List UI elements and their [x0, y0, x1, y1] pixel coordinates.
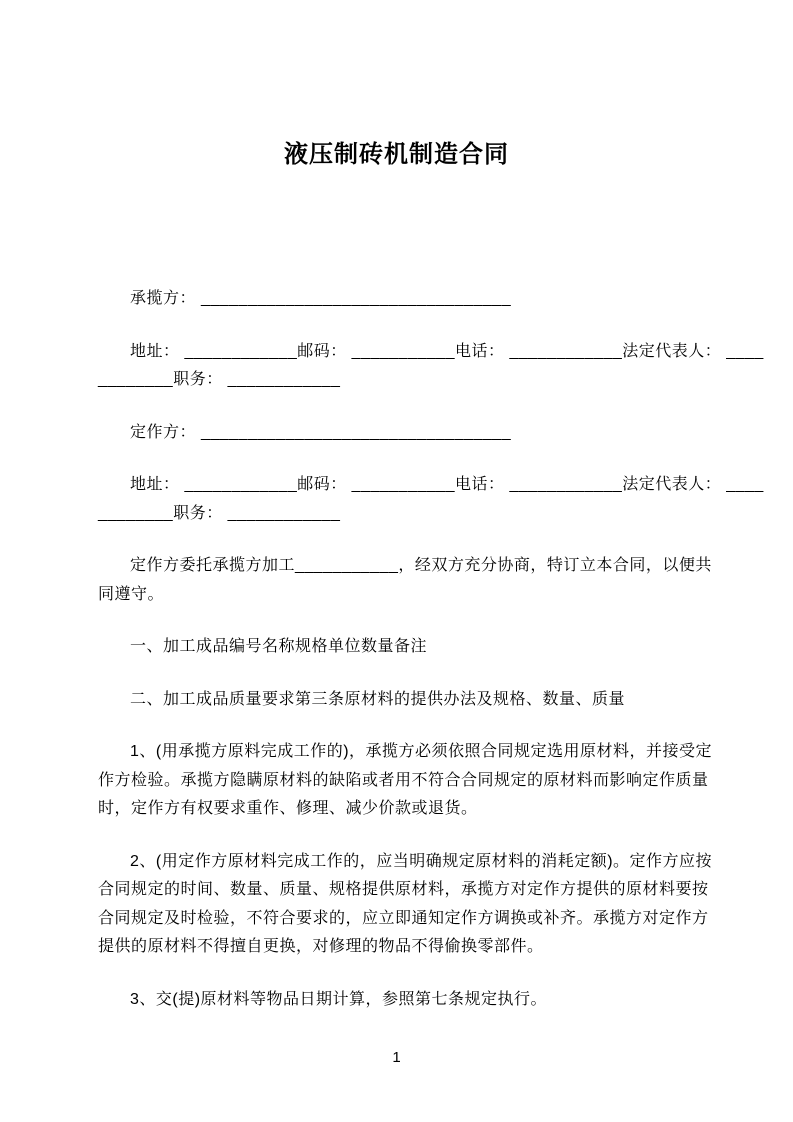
text-line: 二、加工成品质量要求第三条原材料的提供办法及规格、数量、质量: [130, 690, 626, 708]
orderer-name-line: [98, 419, 695, 448]
preamble-paragraph: [98, 552, 712, 609]
item-1-paragraph: [98, 738, 713, 824]
contractor-details-line: [98, 338, 764, 395]
text-line: 定作方委托承揽方加工___________，经双方充分协商，特订立本合同，以便共: [130, 557, 712, 574]
text-line: 承揽方： _________________________________: [130, 290, 512, 307]
text-line: 一、加工成品编号名称规格单位数量备注: [130, 638, 428, 655]
text-line: 合同规定的时间、数量、质量、规格提供原材料，承揽方对定作方提供的原材料要按: [98, 881, 709, 898]
text-line: 地址： ____________邮码： ___________电话： ____________法定代表人： ____: [130, 342, 764, 360]
item-2-paragraph: [98, 848, 713, 962]
text-line: 时，定作方有权要求重作、修理、减少价款或退货。: [98, 800, 478, 817]
text-line: 同遵守。: [98, 585, 165, 603]
clause-one-heading: [98, 633, 695, 662]
document-title: 液压制砖机制造合同: [284, 141, 509, 168]
page-number: 1: [392, 1049, 401, 1066]
text-line: 提供的原材料不得擅自更换，对修理的物品不得偷换零部件。: [98, 938, 544, 955]
text-line: 3、交(提)原材料等物品日期计算，参照第七条规定执行。: [130, 990, 548, 1008]
document-body: [98, 285, 764, 1014]
item-3-paragraph: [98, 986, 695, 1015]
text-line: ________职务： ____________: [98, 371, 341, 388]
text-line: 地址： ____________邮码： ___________电话： ____________法定代表人： ____: [130, 476, 764, 493]
orderer-details-line: [98, 471, 764, 528]
text-line: 作方检验。承揽方隐瞒原材料的缺陷或者用不符合合同规定的原材料而影响定作质量: [98, 771, 709, 789]
text-line: 定作方： _________________________________: [130, 423, 512, 441]
contractor-name-line: [98, 285, 695, 314]
text-line: ________职务： ____________: [98, 504, 341, 522]
text-line: 合同规定及时检验，不符合要求的，应立即通知定作方调换或补齐。承揽方对定作方: [98, 909, 709, 927]
text-line: 2、(用定作方原材料完成工作的，应当明确规定原材料的消耗定额)。定作方应按: [130, 852, 713, 870]
clause-two-heading: [98, 686, 695, 715]
text-line: 1、(用承揽方原料完成工作的)，承揽方必须依照合同规定选用原材料，并接受定: [130, 743, 713, 760]
